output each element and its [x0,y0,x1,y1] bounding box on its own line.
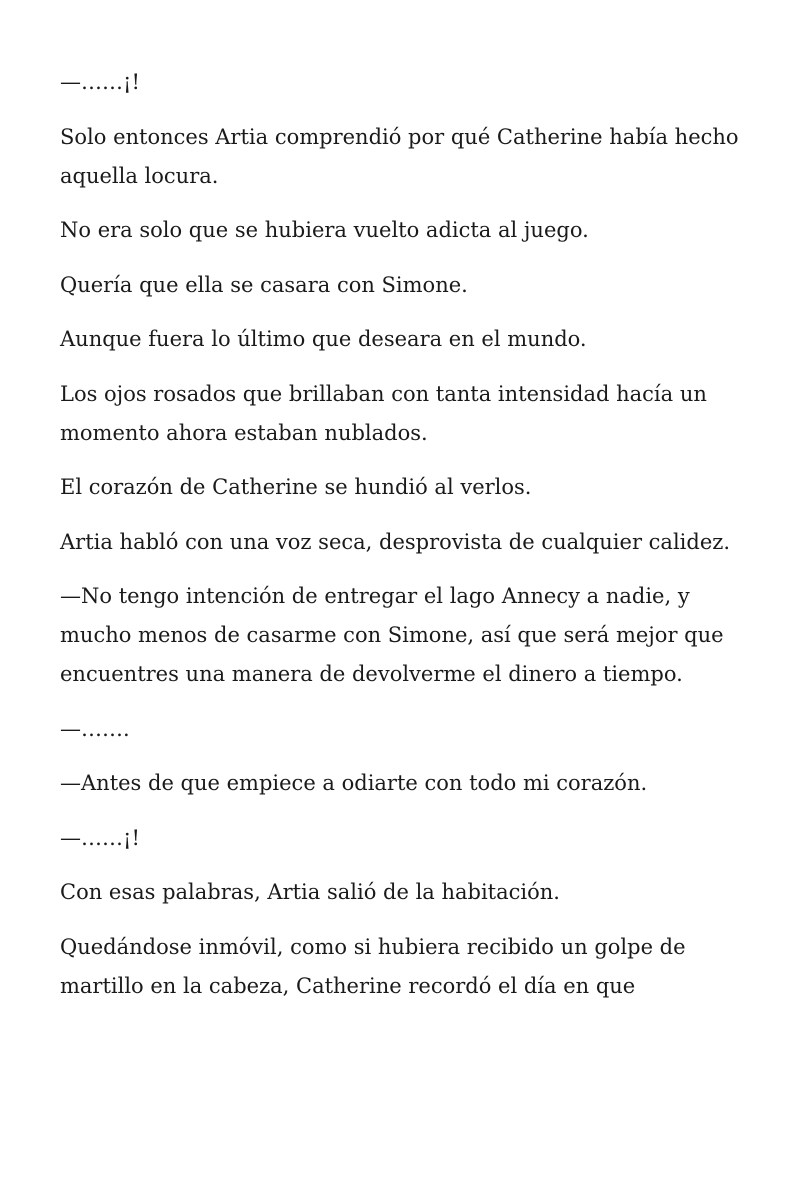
paragraph: No era solo que se hubiera vuelto adicta al juego. [60,218,589,242]
paragraph: Quedándose inmóvil, como si hubiera recibido un golpe de martillo en la cabeza, Catherine recordó el día en que [60,934,686,998]
paragraph: Los ojos rosados que brillaban con tanta intensidad hacía un momento ahora estaban nublados. [60,381,707,445]
paragraph: Quería que ella se casara con Simone. [60,272,468,297]
paragraph: —Antes de que empiece a odiarte con todo mi corazón. [60,771,648,795]
paragraph: Solo entonces Artia comprendió por qué Catherine había hecho aquella locura. [60,124,739,188]
paragraph: El corazón de Catherine se hundió al verlos. [60,475,532,499]
paragraph: Artia habló con una voz seca, desprovista de cualquier calidez. [60,529,730,554]
paragraph: Con esas palabras, Artia salió de la habitación. [60,880,560,904]
paragraph: Aunque fuera lo último que deseara en el mundo. [60,327,587,351]
paragraph: —……¡! [60,70,140,94]
paragraph: —……. [60,716,130,741]
paragraph: —No tengo intención de entregar el lago Annecy a nadie, y mucho menos de casarme con Simone, así que será mejor que encuentres una manera de devolverme el dinero a tiempo. [60,584,724,686]
paragraph: —……¡! [60,825,140,850]
